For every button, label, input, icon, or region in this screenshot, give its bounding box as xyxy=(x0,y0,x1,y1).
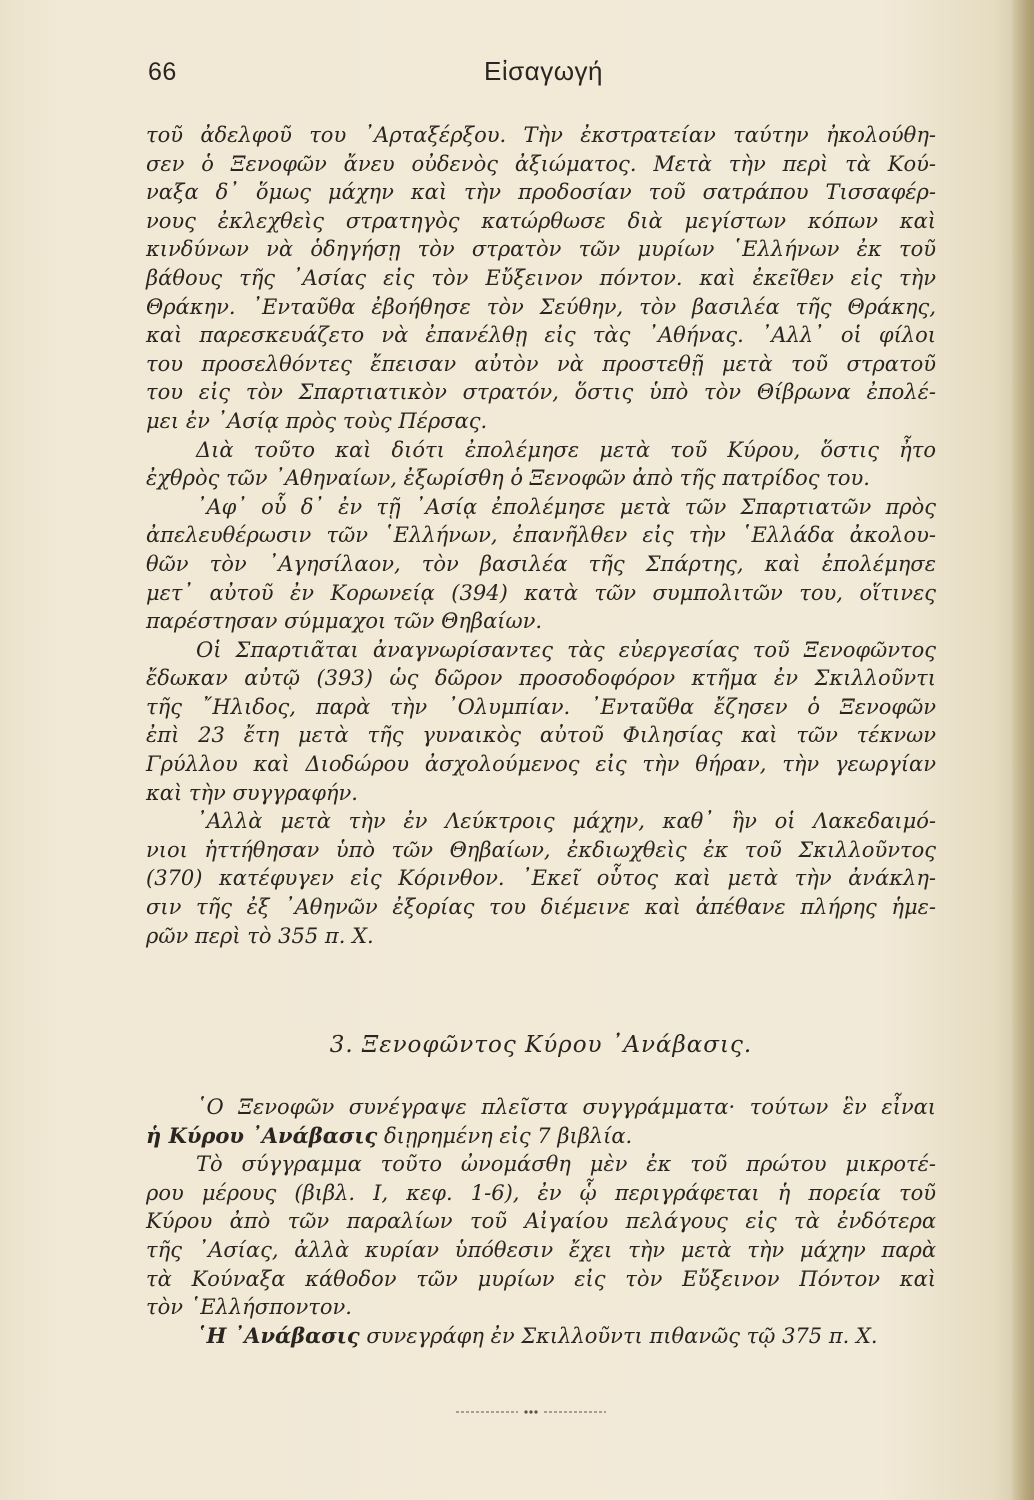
section-text xyxy=(146,1093,936,1350)
body-text-line: του εἰς τὸν Σπαρτιατικὸν στρατόν, ὅστις ὑπὸ τὸν Θίβρωνα ἐπολέ- xyxy=(146,380,936,405)
section-paragraph-2-line: τὸν ῾Ελλήσποντον. xyxy=(146,1295,352,1320)
work-title: ἡ Κύρου ᾿Ανάβασις xyxy=(146,1122,378,1148)
section-paragraph-2 xyxy=(146,1150,936,1322)
body-text-line: βάθους τῆς ᾿Ασίας εἰς τὸν Εὔξεινον πόντον. καὶ ἐκεῖθεν εἰς τὴν xyxy=(146,265,936,290)
body-text-line: ἐπὶ 23 ἔτη μετὰ τῆς γυναικὸς αὐτοῦ Φιλησίας καὶ τῶν τέκνων xyxy=(146,723,936,748)
section-paragraph-2-line: τὰ Κούναξα κάθοδον τῶν μυρίων εἰς τὸν Εὔξεινον Πόντον καὶ xyxy=(146,1266,936,1291)
body-text-line: ἐχθρὸς τῶν ᾿Αθηναίων, ἐξωρίσθη ὁ Ξενοφῶν ἀπὸ τῆς πατρίδος του. xyxy=(146,466,870,491)
running-head: Εἰσαγωγή xyxy=(484,56,603,86)
body-text-line: ᾿Αφ᾿ οὗ δ᾿ ἐν τῇ ᾿Ασίᾳ ἐπολέμησε μετὰ τῶν Σπαρτιατῶν πρὸς xyxy=(196,494,936,519)
body-text-line: σεν ὁ Ξενοφῶν ἄνευ οὐδενὸς ἀξιώματος. Μετὰ τὴν περὶ τὰ Κού- xyxy=(146,151,936,176)
body-text-line: τῆς ῎Ηλιδος, παρὰ τὴν ᾿Ολυμπίαν. ᾿Ενταῦθα ἔζησεν ὁ Ξενοφῶν xyxy=(146,694,936,719)
section-paragraph-1-line-1: ῾Ο Ξενοφῶν συνέγραψε πλεῖστα συγγράμματα· τούτων ἓν εἶναι xyxy=(196,1095,936,1119)
body-text-line: (370) κατέφυγεν εἰς Κόρινθον. ᾿Εκεῖ οὗτος καὶ μετὰ τὴν ἀνάκλη- xyxy=(146,866,936,891)
ornament-rule xyxy=(456,1409,606,1415)
body-text-line: του προσελθόντες ἔπεισαν αὐτὸν νὰ προστεθῇ μετὰ τοῦ στρατοῦ xyxy=(146,351,936,376)
body-text-line: ναξα δ᾿ ὅμως μάχην καὶ τὴν προδοσίαν τοῦ σατράπου Τισσαφέρ- xyxy=(146,180,936,205)
section-paragraph-2-line: τῆς ᾿Ασίας, ἀλλὰ κυρίαν ὑπόθεσιν ἔχει τὴν μετὰ τὴν μάχην παρὰ xyxy=(146,1237,936,1262)
body-text-line: ᾿Αλλὰ μετὰ τὴν ἐν Λεύκτροις μάχην, καθ᾿ ἣν οἱ Λακεδαιμό- xyxy=(196,809,936,834)
section-paragraph-3 xyxy=(146,1322,936,1351)
body-text-line: Γρύλλου καὶ Διοδώρου ἀσχολούμενος εἰς τὴν θήραν, τὴν γεωργίαν xyxy=(146,752,936,777)
body-text-line: ἀπελευθέρωσιν τῶν ῾Ελλήνων, ἐπανῆλθεν εἰς τὴν ῾Ελλάδα ἀκολου- xyxy=(146,523,936,548)
paragraph-3-rest: συνεγράφη ἐν Σκιλλοῦντι πιθανῶς τῷ 375 π. Χ. xyxy=(366,1323,878,1348)
section-paragraph-2-line: Κύρου ἀπὸ τῶν παραλίων τοῦ Αἰγαίου πελάγους εἰς τὰ ἐνδότερα xyxy=(146,1209,936,1234)
section-paragraph-2-line: ρου μέρους (βιβλ. Ι, κεφ. 1-6), ἐν ᾧ περιγράφεται ἡ πορεία τοῦ xyxy=(146,1180,936,1205)
page-number: 66 xyxy=(148,58,177,86)
body-text-line: Οἱ Σπαρτιᾶται ἀναγνωρίσαντες τὰς εὐεργεσίας τοῦ Ξενοφῶντος xyxy=(196,637,936,662)
section-heading: 3. Ξενοφῶντος Κύρου ᾿Ανάβασις. xyxy=(329,1032,753,1058)
work-title-rest: διῃρημένη εἰς 7 βιβλία. xyxy=(384,1123,633,1148)
section-paragraph-2-line: Τὸ σύγγραμμα τοῦτο ὠνομάσθη μὲν ἐκ τοῦ πρώτου μικροτέ- xyxy=(196,1152,936,1177)
body-text xyxy=(146,121,936,950)
body-text-line: θῶν τὸν ᾿Αγησίλαον, τὸν βασιλέα τῆς Σπάρτης, καὶ ἐπολέμησε xyxy=(146,551,936,576)
section-paragraph-1-line-2 xyxy=(146,1122,936,1151)
body-text-line: ἔδωκαν αὐτῷ (393) ὡς δῶρον προσοδοφόρον κτῆμα ἐν Σκιλλοῦντι xyxy=(146,666,936,691)
body-text-line: καὶ τὴν συγγραφήν. xyxy=(146,780,358,805)
body-text-line: καὶ παρεσκευάζετο νὰ ἐπανέλθῃ εἰς τὰς ᾿Αθήνας. ᾿Αλλ᾿ οἱ φίλοι xyxy=(146,323,936,348)
body-text-line: ρῶν περὶ τὸ 355 π. Χ. xyxy=(146,923,374,948)
body-text-line: Θράκην. ᾿Ενταῦθα ἐβοήθησε τὸν Σεύθην, τὸν βασιλέα τῆς Θράκης, xyxy=(146,294,936,319)
work-title-short: ῾Η ᾿Ανάβασις xyxy=(196,1322,360,1348)
body-text-line: κινδύνων νὰ ὁδηγήσῃ τὸν στρατὸν τῶν μυρίων ῾Ελλήνων ἐκ τοῦ xyxy=(146,237,936,262)
body-text-line: νους ἐκλεχθεὶς στρατηγὸς κατώρθωσε διὰ μεγίστων κόπων καὶ xyxy=(146,208,936,233)
body-text-line: σιν τῆς ἐξ ᾿Αθηνῶν ἐξορίας του διέμεινε καὶ ἀπέθανε πλήρης ἡμε- xyxy=(146,895,936,920)
body-text-line: παρέστησαν σύμμαχοι τῶν Θηβαίων. xyxy=(146,609,543,634)
body-text-line: τοῦ ἀδελφοῦ του ᾿Αρταξέρξου. Τὴν ἐκστρατείαν ταύτην ἠκολούθη- xyxy=(146,123,936,147)
body-text-line: νιοι ἡττήθησαν ὑπὸ τῶν Θηβαίων, ἐκδιωχθεὶς ἐκ τοῦ Σκιλλοῦντος xyxy=(146,837,936,862)
body-text-line: μετ᾿ αὐτοῦ ἐν Κορωνείᾳ (394) κατὰ τῶν συμπολιτῶν του, οἵτινες xyxy=(146,580,936,605)
body-text-line: μει ἐν ᾿Ασίᾳ πρὸς τοὺς Πέρσας. xyxy=(146,408,488,433)
page-edge xyxy=(1012,0,1034,1500)
body-text-line: Διὰ τοῦτο καὶ διότι ἐπολέμησε μετὰ τοῦ Κύρου, ὅστις ἦτο xyxy=(196,437,936,462)
